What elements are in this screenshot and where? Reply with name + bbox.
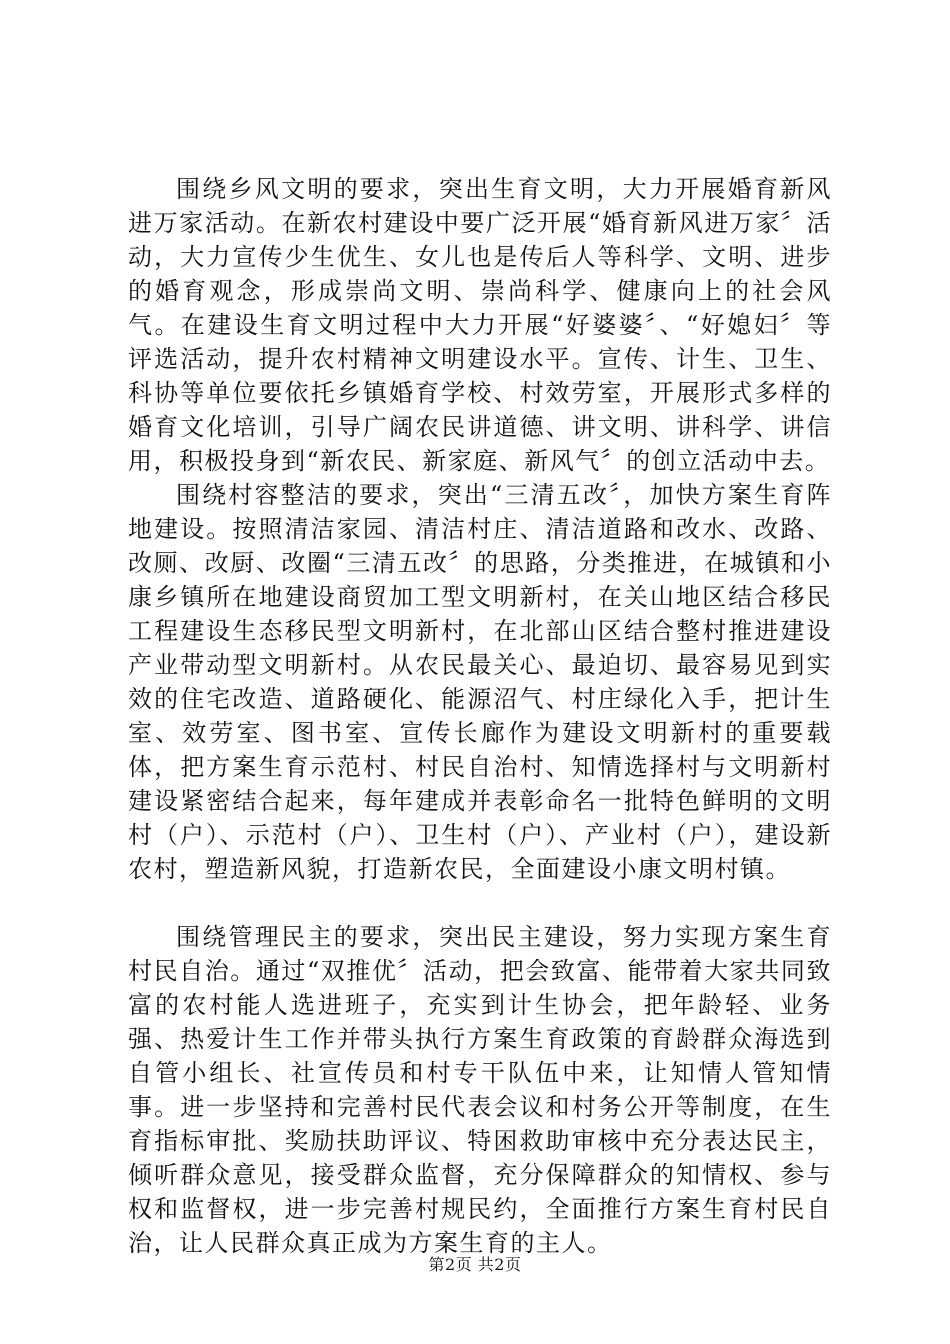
paragraph-democratic-management: 围绕管理民主的要求，突出民主建设，努力实现方案生育村民自治。通过“双推优〞活动，把会致富、能带着大家共同致富的农村能人选进班子，充实到计生协会，把年龄轻、业务强、热爱计生工作并带头执行方案生育政策的育龄群众海选到自管小组长、社宣传员和村专干队伍中来，让知情人管知情事。进一步坚持和完善村民代表会议和村务公开等制度，在生育指标审批、奖励扶助评议、特困救助审核中充分表达民主，倾听群众意见，接受群众监督，充分保障群众的知情权、参与权和监督权，进一步完善村规民约，全面推行方案生育村民自治，让人民群众真正成为方案生育的主人。 bbox=[128, 923, 832, 1257]
document-body bbox=[128, 172, 832, 1260]
page-number-footer: 第2页 共2页 bbox=[428, 1255, 522, 1274]
paragraph-rural-civility: 围绕乡风文明的要求，突出生育文明，大力开展婚育新风进万家活动。在新农村建设中要广泛开展“婚育新风进万家〞活动，大力宣传少生优生、女儿也是传后人等科学、文明、进步的婚育观念，形成崇尚文明、崇尚科学、健康向上的社会风气。在建设生育文明过程中大力开展“好婆婆〞、“好媳妇〞等评选活动，提升农村精神文明建设水平。宣传、计生、卫生、科协等单位要依托乡镇婚育学校、村效劳室，开展形式多样的婚育文化培训，引导广阔农民讲道德、讲文明、讲科学、讲信用，积极投身到“新农民、新家庭、新风气〞的创立活动中去。 bbox=[128, 175, 832, 475]
paragraph-village-cleanliness: 围绕村容整洁的要求，突出“三清五改〞，加快方案生育阵地建设。按照清洁家园、清洁村庄、清洁道路和改水、改路、改厕、改厨、改圈“三清五改〞的思路，分类推进，在城镇和小康乡镇所在地建设商贸加工型文明新村，在关山地区结合移民工程建设生态移民型文明新村，在北部山区结合整村推进建设产业带动型文明新村。从农民最关心、最迫切、最容易见到实效的住宅改造、道路硬化、能源沼气、村庄绿化入手，把计生室、效劳室、图书室、宣传长廊作为建设文明新村的重要载体，把方案生育示范村、村民自治村、知情选择村与文明新村建设紧密结合起来，每年建成并表彰命名一批特色鲜明的文明村（户）、示范村（户）、卫生村（户）、产业村（户），建设新农村，塑造新风貌，打造新农民，全面建设小康文明村镇。 bbox=[128, 481, 832, 883]
paragraph-spacer bbox=[128, 886, 832, 920]
